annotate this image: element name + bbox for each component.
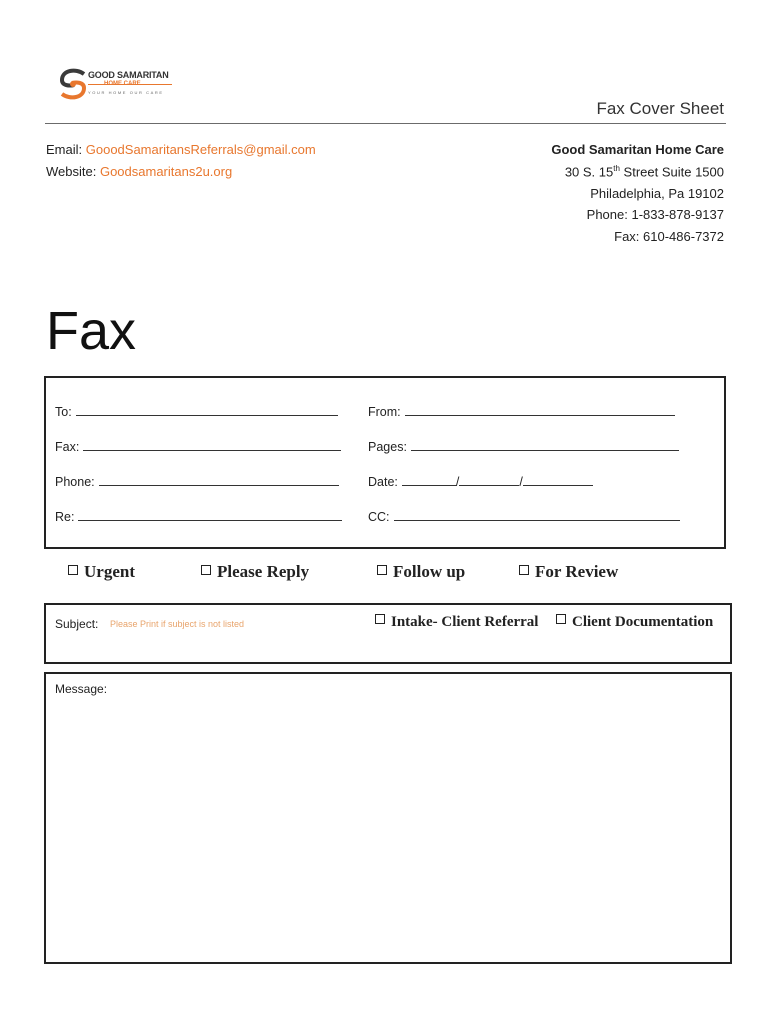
from-label: From: — [368, 405, 401, 419]
option-urgent[interactable] — [68, 562, 135, 582]
street-address — [565, 164, 724, 179]
subject-option-documentation[interactable] — [556, 614, 713, 631]
email-line — [46, 142, 316, 157]
option-label: Please Reply — [217, 562, 310, 581]
message-box[interactable] — [44, 672, 732, 964]
logo-mark-icon — [58, 68, 88, 100]
cc-label: CC: — [368, 510, 390, 524]
street-suffix: th — [613, 164, 620, 173]
email-link[interactable]: GooodSamaritansReferrals@gmail.com — [85, 142, 316, 157]
re-field[interactable] — [55, 509, 342, 524]
date-label: Date: — [368, 475, 398, 489]
to-line[interactable] — [76, 404, 338, 416]
fax-label: Fax: — [55, 440, 80, 454]
company-name: Good Samaritan Home Care — [551, 142, 724, 157]
option-please-reply[interactable] — [201, 562, 309, 582]
subject-option-label: Client Documentation — [572, 614, 714, 630]
fax-input-line[interactable] — [83, 439, 341, 451]
header-divider — [45, 123, 726, 124]
to-label: To: — [55, 405, 72, 419]
option-follow-up[interactable] — [377, 562, 465, 582]
email-label: Email: — [46, 142, 83, 157]
message-label: Message: — [55, 682, 108, 696]
cc-field[interactable] — [368, 509, 680, 524]
option-label: Follow up — [393, 562, 466, 581]
company-logo — [58, 66, 176, 104]
re-label: Re: — [55, 510, 75, 524]
subject-hint[interactable]: Please Print if subject is not listed — [110, 619, 245, 629]
logo-sub: HOME CARE — [104, 81, 141, 87]
option-label: For Review — [535, 562, 619, 581]
logo-tagline: YOUR HOME OUR CARE — [88, 90, 164, 95]
from-line[interactable] — [405, 404, 675, 416]
pages-line[interactable] — [411, 439, 679, 451]
fax-heading: Fax — [46, 301, 137, 361]
pages-label: Pages: — [368, 440, 407, 454]
checkbox-icon[interactable] — [68, 565, 78, 575]
checkbox-icon[interactable] — [375, 614, 385, 624]
phone-field[interactable] — [55, 474, 339, 489]
subject-option-intake[interactable] — [375, 614, 538, 631]
logo-name: GOOD SAMARITAN — [88, 70, 169, 80]
street-name: Street Suite 1500 — [619, 164, 724, 180]
date-separator: / — [455, 475, 460, 489]
date-separator: / — [519, 475, 523, 489]
from-field[interactable] — [368, 404, 675, 419]
website-link[interactable]: Goodsamaritans2u.org — [99, 164, 233, 179]
checkbox-icon[interactable] — [519, 565, 529, 575]
to-field[interactable] — [55, 404, 338, 419]
document-title: Fax Cover Sheet — [596, 99, 724, 118]
recipient-fields-box — [44, 376, 726, 549]
fax-field[interactable] — [55, 439, 341, 454]
subject-option-label: Intake- Client Referral — [391, 614, 539, 630]
phone-line: Phone: 1-833-878-9137 — [586, 207, 724, 222]
cc-line[interactable] — [394, 509, 680, 521]
checkbox-icon[interactable] — [201, 565, 211, 575]
date-year-line[interactable] — [523, 474, 593, 486]
date-month-line[interactable] — [402, 474, 456, 486]
checkbox-icon[interactable] — [556, 614, 566, 624]
phone-input-line[interactable] — [99, 474, 339, 486]
option-label: Urgent — [84, 562, 135, 581]
re-line[interactable] — [78, 509, 342, 521]
website-label: Website: — [46, 164, 97, 179]
subject-box — [44, 603, 732, 664]
phone-label: Phone: — [55, 475, 95, 489]
option-for-review[interactable] — [519, 562, 618, 582]
date-day-line[interactable] — [459, 474, 519, 486]
city-line: Philadelphia, Pa 19102 — [590, 186, 724, 201]
website-line — [46, 164, 232, 179]
date-field[interactable] — [368, 474, 593, 489]
fax-line: Fax: 610-486-7372 — [614, 229, 724, 244]
subject-label: Subject: — [55, 617, 99, 631]
street-number: 30 S. 15 — [564, 164, 614, 180]
pages-field[interactable] — [368, 439, 679, 454]
checkbox-icon[interactable] — [377, 565, 387, 575]
